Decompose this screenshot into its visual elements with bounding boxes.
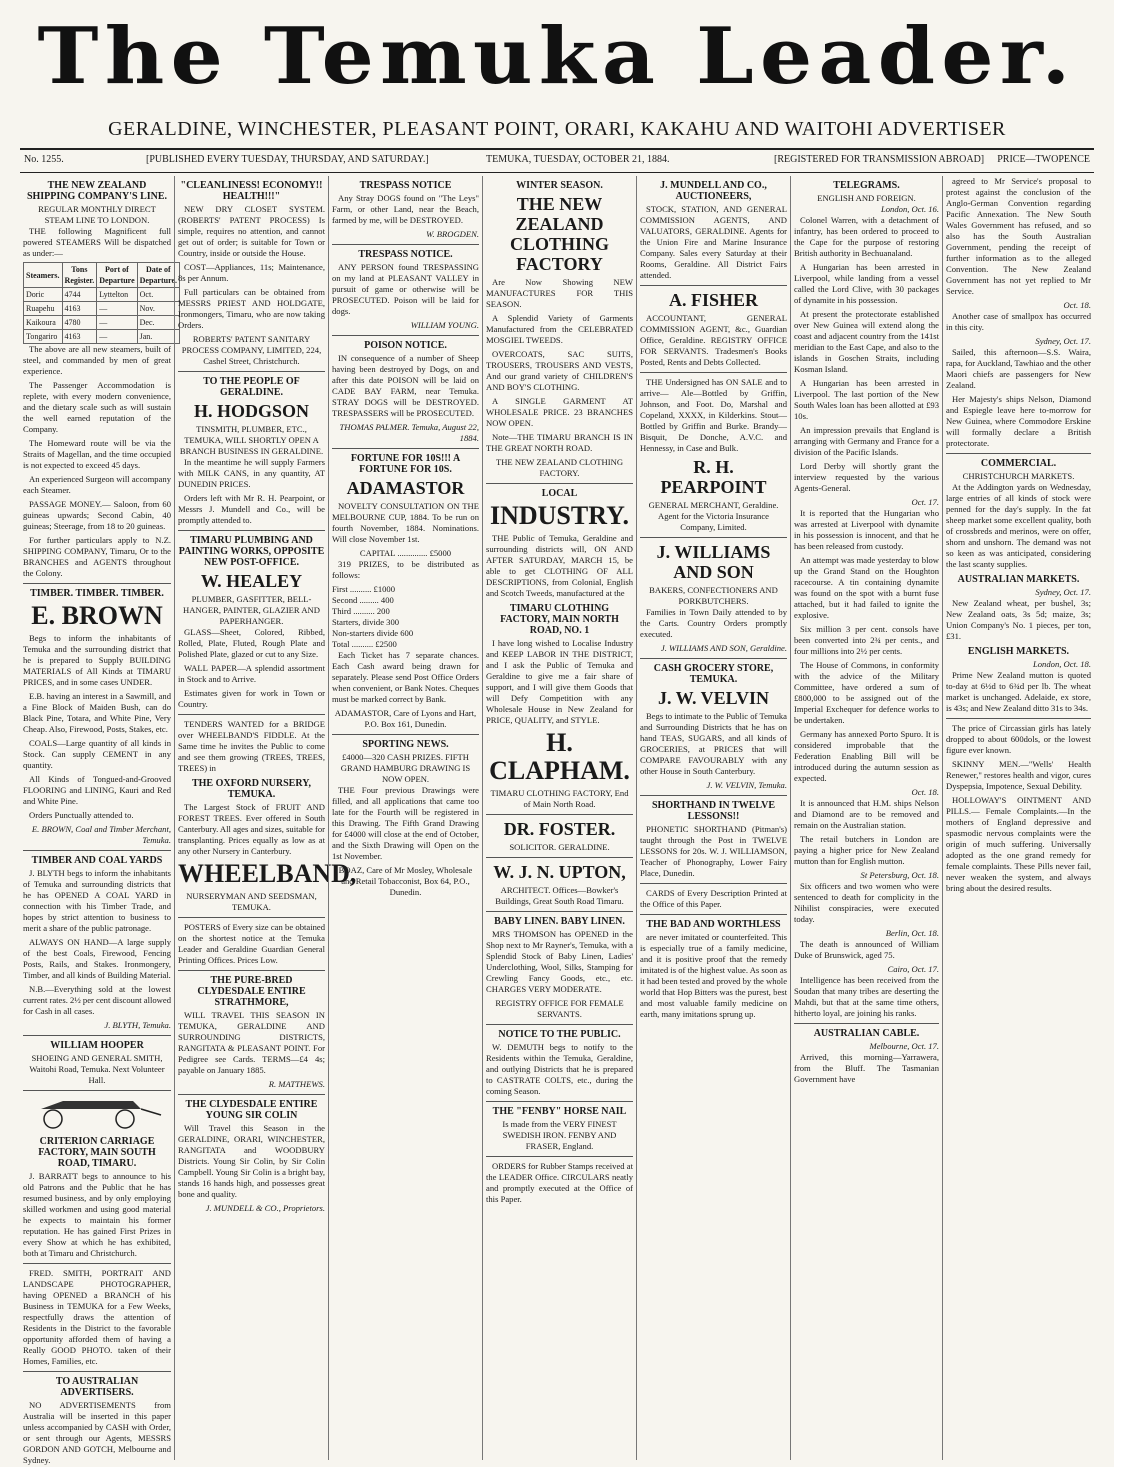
paragraph: Lord Derby will shortly grant the interview requested by the various Agents-General.: [794, 461, 939, 493]
dateline-entry: Oct. 17.: [911, 497, 939, 507]
paragraph: FRED. SMITH, PORTRAIT AND LANDSCAPE PHOTOGRAPHER, having OPENED a BRANCH of his Business in TEMUKA for a Few Weeks, respectfully draws the attention of Residents in the District to the favorable opportunity afforded them of having a Really GOOD PHOTO. taken of their Homes, Families, etc.: [23, 1268, 171, 1366]
eng-markets-heading: ENGLISH MARKETS.: [967, 646, 1070, 657]
prize-line: Total .......... £2500: [332, 639, 397, 649]
hodgson-heading: TO THE PEOPLE OF GERALDINE.: [203, 376, 300, 398]
prize-line: Third .......... 200: [332, 606, 390, 616]
column-4: [482, 176, 636, 1460]
baby-heading: BABY LINEN. BABY LINEN.: [494, 916, 625, 927]
table-row: [24, 330, 180, 344]
paragraph: W. DEMUTH begs to notify to the Residents within the Temuka, Geraldine, and outlying Districts that he is prepared to CASTRATE COLTS, etc., during the coming Season.: [486, 1042, 633, 1096]
signature: E. BROWN, Coal and Timber Merchant, Temuka.: [31, 824, 171, 845]
paragraph: agreed to Mr Service's proposal to protest against the conclusion of the Anglo-German Convention regarding Pacific Annexation. The New South Wales Government has refused, and so also has the South Australian Government, pending the receipt of further information as to the alleged Convention. The New Zealand Government has not yet replied to Mr Service.: [946, 176, 1091, 296]
commercial-sub: CHRISTCHURCH MARKETS.: [962, 471, 1075, 481]
commercial-heading: COMMERCIAL.: [980, 458, 1057, 469]
velvin-name: J. W. VELVIN: [657, 688, 770, 708]
paragraph: It is announced that H.M. ships Nelson and Diamond are to be removed and remain on the Australian station.: [794, 798, 939, 830]
column-7: [942, 176, 1094, 1460]
signature: BOAZ, Care of Mr Mosley, Wholesale and Retail Tobacconist, Box 64, P.O., Dunedin.: [338, 865, 473, 897]
paragraph: The price of Circassian girls has lately dropped to about 600dols, or the lowest figure ever known.: [946, 723, 1091, 755]
upton-name: W. J. N. UPTON,: [493, 862, 626, 882]
paragraph: J. BARRATT begs to announce to his old Patrons and the Public that he has resumed business, and by only employing skilled workmen and using good material he expects to maintain his former reputation. He has gained First Prizes in every Show at which he has exhibited, both at Timaru and Christchurch.: [23, 1171, 171, 1258]
table-header: Steamers.: [24, 263, 63, 288]
table-cell: Jan.: [137, 330, 179, 344]
paragraph: For further particulars apply to N.Z. SHIPPING COMPANY, Timaru, Or to the BRANCHES and AGENTS throughout the Colony.: [23, 535, 171, 578]
divider: [332, 734, 479, 735]
signature: J. BLYTH, Temuka.: [104, 1020, 171, 1030]
paragraph: Estimates given for work in Town or Country.: [178, 688, 325, 709]
fenby-heading: THE "FENBY" HORSE NAIL: [492, 1106, 627, 1117]
paragraph: At the Addington yards on Wednesday, large entries of all kinds of stock were penned for the day's supply. In the fat sheep market some excellent quality, both of crossbreds and merinos, were on offer, shorn and unshorn. The demand was not so keen as was anticipated, considering the last scanty supplies.: [946, 482, 1091, 569]
nz-clothing-heading: THE NEW ZEALAND CLOTHING FACTORY: [509, 194, 610, 274]
divider: [486, 911, 633, 912]
table-cell: Ruapehu: [24, 302, 63, 316]
registered-note: [REGISTERED FOR TRANSMISSION ABROAD]: [774, 154, 985, 165]
table-cell: —: [97, 302, 137, 316]
shipping-heading: THE NEW ZEALAND SHIPPING COMPANY'S LINE.: [26, 180, 168, 202]
signature: W. BROGDEN.: [426, 229, 479, 239]
telegrams-heading: TELEGRAMS.: [833, 180, 900, 191]
paragraph: PHONETIC SHORTHAND (Pitman's) taught through the Post in TWELVE LESSONS for 20s. W. J. WILLIAMSON, Teacher of Phonography, Lower Fairy Place, Dunedin.: [640, 824, 787, 878]
paragraph: Six officers and two women who were sentenced to death for complicity in the Nihilist conspiracies, were executed today.: [794, 881, 939, 924]
paragraph: ANY PERSON found TRESPASSING on my land at PLEASANT VALLEY in pursuit of game or otherwise will be PROSECUTED. Poison will be laid for dogs.: [332, 262, 479, 316]
divider: [178, 917, 325, 918]
paragraph: N.B.—Everything sold at the lowest current rates. 2½ per cent discount allowed for Cash in all cases.: [23, 984, 171, 1016]
mundell-heading: J. MUNDELL AND CO., AUCTIONEERS,: [660, 180, 767, 202]
paragraph: ACCOUNTANT, GENERAL COMMISSION AGENT, &c., Guardian Office, Geraldine. REGISTRY OFFICE FOR SERVANTS. Tradesmen's Books Posted, Rents and Debts Collected.: [640, 313, 787, 367]
divider: [640, 883, 787, 884]
closet-heading: "CLEANLINESS! ECONOMY!! HEALTH!!!": [180, 180, 323, 202]
williams-sub: BAKERS, CONFECTIONERS AND PORKBUTCHERS.: [649, 585, 778, 606]
signature: THE NEW ZEALAND CLOTHING FACTORY.: [495, 457, 624, 478]
paragraph: THE Public of Temuka, Geraldine and surrounding districts will, ON AND AFTER SATURDAY, MARCH 15, be able to get CLOTHING OF ALL DESCRIPTIONS, from Colonial, English and Scotch Tweeds, manufactured at the: [486, 533, 633, 598]
dateline-entry: Sydney, Oct. 17.: [1035, 587, 1091, 597]
pearpoint-name: R. H. PEARPOINT: [660, 457, 767, 497]
shipping-table: [23, 262, 180, 344]
registry-line: REGISTRY OFFICE FOR FEMALE SERVANTS.: [495, 998, 624, 1019]
paragraph: Orders Punctually attended to.: [29, 810, 134, 820]
table-cell: Nov.: [137, 302, 179, 316]
notice-heading: NOTICE TO THE PUBLIC.: [498, 1029, 621, 1040]
hooper-heading: WILLIAM HOOPER: [50, 1040, 144, 1051]
signature: ADAMASTOR, Care of Lyons and Hart, P.O. Box 161, Dunedin.: [334, 708, 477, 729]
poison-heading: POISON NOTICE.: [364, 340, 447, 351]
divider: [946, 453, 1091, 454]
paragraph: Will Travel this Season in the GERALDINE, ORARI, WINCHESTER, RANGITATA and WOODBURY Districts. Young Sir Colin, by Sir Colin Campbell. Young Sir Colin is a bright bay, stands 16 hands high, and possesses great bone and quality.: [178, 1123, 325, 1199]
divider: [332, 448, 479, 449]
table-cell: 4163: [62, 302, 97, 316]
coal-heading: TIMBER AND COAL YARDS: [31, 855, 163, 866]
sporting-sub: £4000—320 CASH PRIZES. FIFTH GRAND HAMBURG DRAWING IS NOW OPEN.: [340, 752, 471, 784]
masthead-subtitle: GERALDINE, WINCHESTER, PLEASANT POINT, ORARI, KAKAHU AND WAITOHI ADVERTISER: [108, 118, 1006, 140]
divider: [486, 814, 633, 815]
criterion-heading: CRITERION CARRIAGE FACTORY, MAIN SOUTH ROAD, TIMARU.: [38, 1136, 156, 1169]
columns: [20, 176, 1094, 1465]
pearpoint-sub: GENERAL MERCHANT, Geraldine. Agent for the Victoria Insurance Company, Limited.: [648, 500, 779, 532]
dateline-entry: Cairo, Oct. 17.: [887, 964, 939, 974]
paragraph: The death is announced of William Duke of Brunswick, aged 75.: [794, 939, 939, 960]
dateline: [20, 148, 1094, 173]
shipping-subheading: REGULAR MONTHLY DIRECT STEAM LINE TO LONDON.: [38, 204, 156, 225]
paragraph: WILL TRAVEL THIS SEASON IN TEMUKA, GERALDINE AND SURROUNDING DISTRICTS, RANGITATA & PLEASANT POINT. For Pedigree see Cards. TERMS—£4 4s; payable on January 1885.: [178, 1010, 325, 1075]
divider: [486, 1156, 633, 1157]
adamastor-name: ADAMASTOR: [346, 478, 465, 498]
divider: [794, 1023, 939, 1024]
column-5: [636, 176, 790, 1460]
issue-date: TEMUKA, TUESDAY, OCTOBER 21, 1884.: [486, 154, 670, 165]
paragraph: A SINGLE GARMENT AT WHOLESALE PRICE. 23 BRANCHES NOW OPEN.: [486, 396, 633, 428]
table-header: Date of Departure.: [137, 263, 179, 288]
paragraph: Her Majesty's ships Nelson, Diamond and Espiegle leave here to-morrow for New Guinea, where Commodore Erskine will formally declare a British protectorate.: [946, 394, 1091, 448]
paragraph: It is reported that the Hungarian who was arrested at Liverpool with dynamite in his possession is innocent, and that he has been released from custody.: [794, 508, 939, 551]
published-note: [PUBLISHED EVERY TUESDAY, THURSDAY, AND SATURDAY.]: [146, 154, 429, 165]
bad-heading: THE BAD AND WORTHLESS: [646, 919, 781, 930]
paragraph: I have long wished to Localise Industry and KEEP LABOR IN THE DISTRICT, and I ask the Public of Temuka and Geraldine to give me a fair share of support, and I will give them Goods that will Defy Competition with any Wholesale House in New Zealand for PRICE, QUALITY, and STYLE.: [486, 638, 633, 725]
clydesdale2-heading: THE CLYDESDALE ENTIRE YOUNG SIR COLIN: [185, 1099, 318, 1121]
paragraph: Note—THE TIMARU BRANCH IS IN THE GREAT NORTH ROAD.: [486, 432, 633, 453]
divider: [486, 483, 633, 484]
signature: THOMAS PALMER. Temuka, August 22, 1884.: [339, 422, 479, 443]
table-cell: Dec.: [137, 316, 179, 330]
table-header: Tons Register.: [62, 263, 97, 288]
paragraph: Intelligence has been received from the Soudan that many tribes are deserting the Mahdi, but that at the same time others, hitherto loyal, are joining his ranks.: [794, 975, 939, 1018]
paragraph: NOVELTY CONSULTATION ON THE MELBOURNE CUP, 1884. To be run on fourth November, 1884. Nominations. Will close November 1st.: [332, 501, 479, 544]
paragraph: A Hungarian has been arrested in Liverpool. The last portion of the New South Wales loan has been allotted at £93 10s.: [794, 378, 939, 421]
divider: [178, 1094, 325, 1095]
dateline-entry: London, Oct. 16.: [880, 204, 939, 214]
paragraph: All Kinds of Tongued-and-Grooved FLOORING and LINING, Kauri and Red and White Pine.: [23, 774, 171, 806]
plumbing-heading: TIMARU PLUMBING AND PAINTING WORKS, OPPOSITE NEW POST-OFFICE.: [178, 535, 325, 568]
paragraph: PASSAGE MONEY.— Saloon, from 60 guineas upwards; Second Cabin, 40 guineas; Steerage, from 18 to 20 guineas.: [23, 499, 171, 531]
paragraph: TENDERS WANTED for a BRIDGE over WHEELBAND'S FIDDLE. At the Same time he invites the Public to come and see them growing (TREES, TREES, TREES) in: [178, 719, 325, 773]
divider: [332, 244, 479, 245]
masthead-title: The Temuka Leader.: [37, 11, 1077, 102]
table-row: [24, 288, 180, 302]
brown-name: E. BROWN: [31, 601, 163, 630]
table-cell: Kaikoura: [24, 316, 63, 330]
nursery-heading: THE OXFORD NURSERY, TEMUKA.: [191, 778, 312, 800]
hodgson-text: TINSMITH, PLUMBER, ETC., TEMUKA, WILL SHORTLY OPEN A BRANCH BUSINESS IN GERALDINE.: [179, 424, 324, 456]
table-cell: Lyttelton: [97, 288, 137, 302]
paragraph: Another case of smallpox has occurred in this city.: [946, 311, 1091, 332]
paragraph: Arrived, this morning—Yarrawera, from the Bluff. The Tasmanian Government have: [794, 1052, 939, 1084]
divider: [178, 714, 325, 715]
paragraph: In the meantime he will supply Farmers with MILK CANS, in any quantity, AT DUNEDIN PRICES.: [178, 457, 325, 489]
divider: [23, 1263, 171, 1264]
column-2: [174, 176, 357, 1460]
upton-sub: ARCHITECT. Offices—Bowker's Buildings, Great South Road Timaru.: [495, 885, 624, 906]
carriage-illustration-icon: [23, 1095, 163, 1129]
paragraph: An experienced Surgeon will accompany each Steamer.: [23, 474, 171, 495]
paragraph: The above are all new steamers, built of steel, and commanded by men of great experience.: [23, 344, 171, 376]
clapham-name: H. CLAPHAM.: [489, 728, 630, 785]
table-cell: —: [97, 330, 137, 344]
table-cell: 4780: [62, 316, 97, 330]
paragraph: THE Four previous Drawings were filled, and all applications that came too late for the Fourth will be registered in this Drawing. The Fifth Grand Drawing for £4000 will close at the end of October, and the Sixth Drawing will Open on the 1st November.: [332, 785, 479, 861]
signature: J. MUNDELL & CO., Proprietors.: [205, 1203, 325, 1213]
aus-markets-heading: AUSTRALIAN MARKETS.: [957, 574, 1080, 585]
trespass2-heading: TRESPASS NOTICE.: [358, 249, 453, 260]
paragraph: An attempt was made yesterday to blow up the Grand Stand on the Houghton racecourse. A tin containing dynamite was found on the spot with a burnt fuse attached, but it had failed to ignite the explosive.: [794, 555, 939, 620]
issue-number: No. 1255.: [24, 154, 64, 165]
sporting-heading: SPORTING NEWS.: [362, 739, 449, 750]
table-cell: Oct.: [137, 288, 179, 302]
price-note: PRICE—TWOPENCE: [997, 154, 1090, 165]
paragraph: THE Undersigned has ON SALE and to arrive— Ale—Bottled by Griffin, Johnson, and Foot. Do, Marshal and Copeland, XXXX, in Kilderkins. Stout—Bottled by Griffin and Burke. Brandy—Bisquit, De Donche, A.V.C. and Hennessy, in Case and Bulk.: [640, 377, 787, 453]
table-cell: 4163: [62, 330, 97, 344]
paragraph: New Zealand wheat, per bushel, 3s; New Zealand oats, 3s 5d; maize, 3s; Union Company's No. 1 pieces, per ton, £31.: [946, 598, 1091, 641]
paragraph: ORDERS for Rubber Stamps received at the LEADER Office. CIRCULARS neatly and promptly executed at the Office of this Paper.: [486, 1161, 633, 1204]
divider: [640, 658, 787, 659]
table-row: [24, 302, 180, 316]
dateline-entry: Oct. 18.: [1063, 300, 1091, 310]
paragraph: The retail butchers in London are paying a higher price for New Zealand mutton than for English mutton.: [794, 834, 939, 866]
paragraph: COST—Appliances, 11s; Maintenance, 8s per Annum.: [178, 262, 325, 283]
divider: [640, 914, 787, 915]
healey-trades: PLUMBER, GASFITTER, BELL-HANGER, PAINTER, GLAZIER AND PAPERHANGER.: [183, 594, 320, 626]
paragraph: IN consequence of a number of Sheep having been destroyed by Dogs, on and after this date POISON will be laid on CADE BAY FARM, near Temuka. STRAY DOGS will be DESTROYED. TRESPASSERS will be PROSECUTED.: [332, 353, 479, 418]
paragraph: POSTERS of Every size can be obtained on the shortest notice at the Temuka Leader and Geraldine Guardian General Printing Offices. Prices Low.: [178, 922, 325, 965]
paragraph: Are Now Showing NEW MANUFACTURES FOR THIS SEASON.: [486, 277, 633, 309]
divider: [178, 371, 325, 372]
paragraph: Begs to intimate to the Public of Temuka and Surrounding Districts that he has on hand TEAS, SUGARS, and all kinds of GROCERIES, at PRICES that will COMPARE FAVOURABLY with any other House in South Canterbury.: [640, 711, 787, 776]
prize-line: Second ......... 400: [332, 595, 394, 605]
shorthand-heading: SHORTHAND IN TWELVE LESSONS!!: [651, 800, 776, 822]
paragraph: HOLLOWAY'S OINTMENT AND PILLS.— Female Complaints.—In the mothers of England depressive and spasmodic nervous complaints were the origin of much suffering. Universally adopted as the one grand remedy for female complaints. These Pills never fail, never weaken the system, and always bring about the desired results.: [946, 795, 1091, 893]
table-cell: —: [97, 316, 137, 330]
paragraph: CARDS of Every Description Printed at the Office of this Paper.: [640, 888, 787, 909]
paragraph: Sailed, this afternoon—S.S. Waira, rapa, for Auckland, Tawhiao and the other Maori chiefs are passengers for New Zealand.: [946, 347, 1091, 390]
signature: ROBERTS' PATENT SANITARY PROCESS COMPANY, LIMITED, 224, Cashel Street, Christchurch.: [181, 334, 322, 366]
timaru-factory: TIMARU CLOTHING FACTORY, MAIN NORTH ROAD, NO. 1: [500, 603, 619, 636]
paragraph: A Splendid Variety of Garments Manufactured from the CELEBRATED MOSGIEL TWEEDS.: [486, 313, 633, 345]
paragraph: A Hungarian has been arrested in Liverpool, while landing from a vessel called the Lord Clive, with 30 packages of dynamite in his possession.: [794, 262, 939, 305]
dateline-entry: Oct. 18.: [911, 787, 939, 797]
paragraph: At present the protectorate established over New Guinea will extend along the coast and adjacent country from the 141st meridian to the East Cape, and also to the islands in Goschen Straits, including Kosman Island.: [794, 309, 939, 374]
paragraph: Each Ticket has 7 separate chances. Each Cash award being drawn for separately. Please send Post Office Orders when convenient, or Bank Notes. Cheques must be marked correct by Bank.: [332, 650, 479, 704]
winter-heading: WINTER SEASON.: [516, 180, 603, 191]
advertisers-heading: TO AUSTRALIAN ADVERTISERS.: [55, 1376, 139, 1398]
paragraph: NEW DRY CLOSET SYSTEM. (ROBERTS' PATENT PROCESS) Is simple, requires no attention, and cannot get out of order; is suitable for Town or Country, inside or outside the House.: [178, 204, 325, 258]
divider: [178, 530, 325, 531]
paragraph: are never imitated or counterfeited. This is especially true of a family medicine, and it is positive proof that the remedy imitated is of the highest value. As soon as it had been tested and proved by the whole world that Hop Bitters was the purest, best and most valuable family medicine on earth, many imitations sprung up.: [640, 932, 788, 1019]
paragraph: COALS—Large quantity of all kinds in Stock. Can supply CEMENT in any quantity.: [23, 738, 171, 770]
hooper-text: SHOEING AND GENERAL SMITH, Waitohi Road, Temuka. Next Volunteer Hall.: [29, 1053, 165, 1085]
dateline-entry: Melbourne, Oct. 17.: [869, 1041, 939, 1051]
divider: [332, 335, 479, 336]
fortune-heading: FORTUNE FOR 10S!!! A FORTUNE FOR 10S.: [350, 453, 461, 475]
paragraph: Full particulars can be obtained from MESSRS PRIEST AND HOLDGATE, Ironmongers, Timaru, who are now taking Orders.: [178, 287, 325, 330]
signature: R. MATTHEWS.: [268, 1079, 325, 1089]
divider: [486, 1024, 633, 1025]
dateline-entry: St Petersburg, Oct. 18.: [860, 870, 939, 880]
divider: [23, 1371, 171, 1372]
williams-name: J. WILLIAMS AND SON: [656, 542, 771, 582]
capital-line: CAPITAL .............. £5000: [359, 548, 452, 558]
fisher-name: A. FISHER: [668, 290, 758, 310]
timber-heading: TIMBER. TIMBER. TIMBER.: [30, 588, 164, 599]
paragraph: Begs to inform the inhabitants of Temuka and the surrounding district that he is prepared to Supply BUILDING MATERIALS of All Kinds at TIMARU PRICES, and in some cases UNDER.: [23, 633, 171, 687]
signature: J. WILLIAMS AND SON, Geraldine.: [660, 643, 787, 653]
paragraph: MRS THOMSON has OPENED in the Shop next to Mr Rayner's, Temuka, with a Splendid Stock of Baby Linen, Ladies' Underclothing, Wool, Silks, Stamping for Crewling Fancy Goods, etc., etc. CHARGES VERY MODERATE.: [486, 929, 633, 994]
table-cell: Tongariro: [24, 330, 63, 344]
trespass-heading: TRESPASS NOTICE: [359, 180, 452, 191]
paragraph: GLASS—Sheet, Colored, Ribbed, Rolled, Plate, Fluted, Rough Plate and Polished Plate, glazed or cut to any Size.: [178, 627, 325, 659]
divider: [23, 583, 171, 584]
prize-line: Starters, divide 300: [332, 617, 400, 627]
divider: [640, 537, 787, 538]
cable-heading: AUSTRALIAN CABLE.: [813, 1028, 920, 1039]
paragraph: STOCK, STATION, AND GENERAL COMMISSION AGENTS, AND VALUATORS, GERALDINE. Agents for the Union Fire and Marine Insurance Company. Sales every Saturday at their Rooms, Geraldine. All District Fairs attended.: [640, 204, 787, 280]
shipping-intro: THE following Magnificent full powered STEAMERS Will be dispatched as under:—: [23, 226, 171, 258]
paragraph: SKINNY MEN.—"Wells' Health Renewer," restores health and vigor, cures Dyspepsia, Impotence, Sexual Debility.: [946, 759, 1091, 791]
paragraph: The Passenger Accommodation is replete, with every modern convenience, and the dietary scale such as will sustain the well earned reputation of the Company.: [23, 380, 171, 434]
paragraph: An impression prevails that England is arranging with Germany and France for a division of the Pacific Islands.: [794, 425, 939, 457]
paragraph: Six million 3 per cent. consols have been converted into 2¾ per cents., and four millions into 2½ per cents.: [794, 624, 939, 656]
dateline-entry: London, Oct. 18.: [1032, 659, 1091, 669]
column-1: [20, 176, 178, 1465]
paragraph: The Largest Stock of FRUIT AND FOREST TREES. Ever offered in South Canterbury. All ages and sizes, suitable for transplanting. Prices equally as low as at any other Nursery in Canterbury.: [178, 802, 325, 856]
paragraph: NO ADVERTISEMENTS from Australia will be inserted in this paper unless accompanied by CASH with Order, or sent through our Agents, MESSRS GORDON AND GOTCH, Melbourne and Sydney.: [23, 1400, 171, 1465]
clapham-sub: TIMARU CLOTHING FACTORY, End of Main North Road.: [490, 788, 629, 809]
local-heading: LOCAL: [541, 488, 578, 499]
paragraph: WALL PAPER—A splendid assortment in Stock and to Arrive.: [178, 663, 325, 684]
table-row: [24, 316, 180, 330]
divider: [178, 970, 325, 971]
wheelband-sub: NURSERYMAN AND SEEDSMAN, TEMUKA.: [186, 891, 317, 912]
industry-heading: INDUSTRY.: [489, 501, 629, 530]
column-3: [328, 176, 482, 1460]
paragraph: Families in Town Daily attended to by the Carts. Country Orders promptly executed.: [640, 607, 787, 639]
prize-line: Non-starters divide 600: [332, 628, 414, 638]
fenby-text: Is made from the VERY FINEST SWEDISH IRON. FENBY AND FRASER, England.: [502, 1119, 617, 1151]
divider: [23, 1090, 171, 1091]
divider: [486, 857, 633, 858]
divider: [640, 372, 787, 373]
paragraph: Colonel Warren, with a detachment of infantry, has been ordered to proceed to the Cape for the purpose of restoring British authority in Bechuanaland.: [794, 215, 939, 258]
paragraph: J. BLYTH begs to inform the inhabitants of Temuka and surrounding districts that he has OPENED A COAL YARD in connection with his Timber Trade, and hopes by strict attention to business to merit a share of the public patronage.: [23, 868, 171, 933]
divider: [946, 718, 1091, 719]
table-cell: 4744: [62, 288, 97, 302]
foster-name: DR. FOSTER.: [503, 819, 616, 839]
paragraph: OVERCOATS, SAC SUITS, TROUSERS, TROUSERS AND VESTS, And our grand variety of CHILDREN'S AND BOY'S CLOTHING.: [486, 349, 633, 392]
prize-line: First .......... £1000: [332, 584, 396, 594]
table-cell: Doric: [24, 288, 63, 302]
healey-name: W. HEALEY: [200, 571, 303, 591]
paragraph: The Homeward route will be via the Straits of Magellan, and the time occupied is not expected to exceed 45 days.: [23, 438, 171, 470]
divider: [486, 1101, 633, 1102]
divider: [23, 850, 171, 851]
paragraph: Any Stray DOGS found on "The Leys" Farm, or other Land, near the Beach, farmed by me, will be DESTROYED.: [332, 193, 479, 225]
dateline-entry: Berlin, Oct. 18.: [885, 928, 939, 938]
paragraph: Germany has annexed Porto Spuro. It is considered improbable that the Federation Enabling Bill will be introduced during the autumn session as expected.: [794, 729, 939, 783]
divider: [640, 285, 787, 286]
paragraph: Orders left with Mr R. H. Pearpoint, or Messrs J. Mundell and Co., will be promptly attended to.: [178, 493, 325, 525]
wheelband-name: WHEELBAND,: [178, 859, 357, 888]
paragraph: Prime New Zealand mutton is quoted to-day at 6½d to 6¾d per lb. The wheat market is unchanged. Adelaide, ex store, is 43s; and New Zealand ditto 31s to 34s.: [946, 670, 1091, 713]
paragraph: The House of Commons, in conformity with the advice of the Military Committee, have ordered a sum of £800,000 to be assigned out of the Imperial Exchequer for defence works to be undertaken.: [794, 660, 939, 725]
divider: [640, 795, 787, 796]
divider: [23, 1035, 171, 1036]
foster-sub: SOLICITOR. GERALDINE.: [509, 842, 610, 852]
grocery-heading: CASH GROCERY STORE, TEMUKA.: [653, 663, 774, 685]
telegrams-sub: ENGLISH AND FOREIGN.: [817, 193, 916, 203]
table-header: Port of Departure: [97, 263, 137, 288]
dateline-entry: Sydney, Oct. 17.: [1035, 336, 1091, 346]
column-6: [790, 176, 942, 1460]
signature: WILLIAM YOUNG.: [410, 320, 479, 330]
hodgson-name: H. HODGSON: [193, 401, 309, 421]
paragraph: ALWAYS ON HAND—A large supply of the best Coals, Firewood, Fencing Posts, Rails, and Stakes. Ironmongery, Timber, and all kinds of Building Material.: [23, 937, 171, 980]
clydesdale-heading: THE PURE-BRED CLYDESDALE ENTIRE STRATHMORE,: [197, 975, 306, 1008]
signature: J. W. VELVIN, Temuka.: [706, 780, 787, 790]
paragraph: E.B. having an interest in a Sawmill, and a Fine Block of Maiden Bush, can do Black Pine, Totara, and White Pine, Very Cheap. Also, Firewood, Posts, Stakes, etc.: [23, 691, 171, 734]
paragraph: 319 PRIZES, to be distributed as follows:: [332, 559, 479, 580]
